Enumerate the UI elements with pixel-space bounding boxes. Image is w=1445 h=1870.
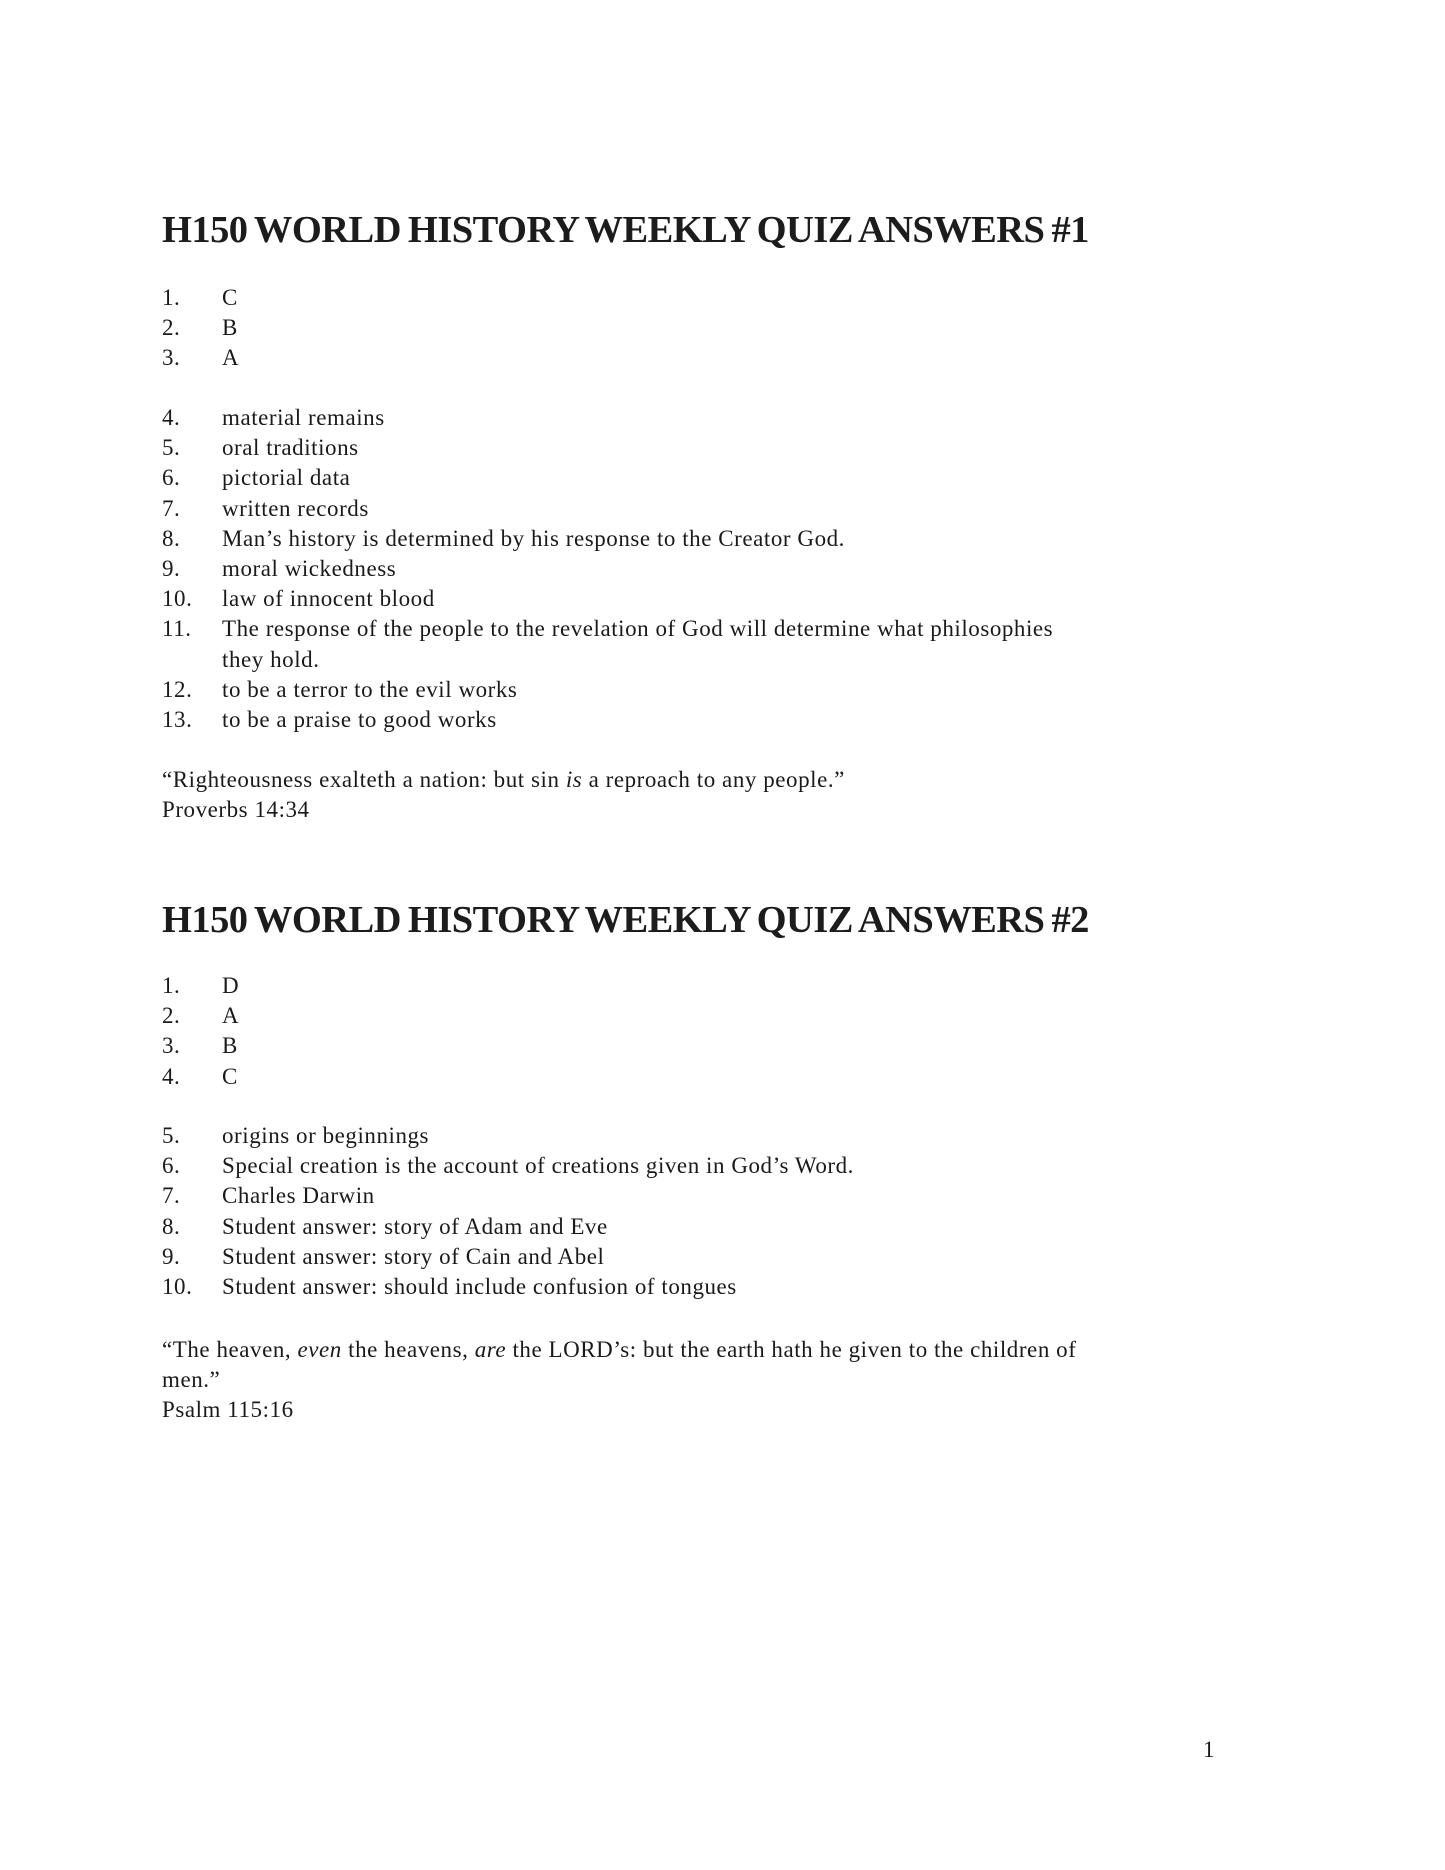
answer-number: 10.	[162, 1273, 193, 1299]
answer-text: Charles Darwin	[222, 1183, 375, 1209]
answer-number: 8.	[162, 1213, 181, 1239]
answer-number: 1.	[162, 973, 181, 998]
answer-number: 7.	[162, 1183, 181, 1209]
answer-number: 5.	[162, 1123, 181, 1148]
answer-text: to be a praise to good works	[222, 706, 497, 732]
answer-text: oral traditions	[222, 435, 359, 461]
answer-number: 12.	[162, 676, 193, 702]
quiz-1-scripture-quote	[162, 765, 845, 825]
answer-number: 3.	[162, 345, 181, 371]
quote-segment: “Righteousness exalteth a nation: but sin	[162, 767, 566, 792]
answer-text: origins or beginnings	[222, 1123, 430, 1148]
answer-text: A	[222, 345, 240, 371]
answer-number: 9.	[162, 555, 181, 581]
answer-text: The response of the people to the revelation of God will determine what philosophies	[222, 616, 1054, 642]
answer-text: C	[222, 1063, 238, 1089]
quote-segment: the heavens,	[341, 1337, 475, 1362]
answer-text: Student answer: should include confusion of tongues	[222, 1273, 737, 1299]
answer-text: B	[222, 1033, 238, 1059]
answer-text: pictorial data	[222, 465, 351, 491]
quote-text-continuation: men.”	[162, 1367, 221, 1393]
answer-text: C	[222, 285, 238, 310]
answer-number: 2.	[162, 1003, 181, 1029]
answer-number: 13.	[162, 706, 193, 732]
quote-italic-segment: even	[297, 1337, 342, 1362]
answer-number: 10.	[162, 586, 193, 612]
answer-number: 4.	[162, 405, 181, 430]
answer-number: 8.	[162, 525, 181, 551]
answer-text: Special creation is the account of creations given in God’s Word.	[222, 1153, 854, 1179]
answer-number: 2.	[162, 315, 181, 341]
page-number: 1	[1203, 1737, 1215, 1762]
quiz-2-title: H150 WORLD HISTORY WEEKLY QUIZ ANSWERS #2	[162, 899, 1089, 941]
quote-segment: “The heaven,	[162, 1337, 298, 1362]
answer-text-continuation: they hold.	[222, 646, 320, 672]
answer-number: 9.	[162, 1243, 181, 1269]
answer-text: D	[222, 973, 240, 998]
quote-segment: a reproach to any people.”	[582, 767, 845, 792]
answer-number: 1.	[162, 285, 181, 310]
quote-italic-segment: are	[474, 1337, 507, 1362]
quote-segment: the LORD’s: but the earth hath he given to the children of	[506, 1337, 1077, 1362]
answer-text: Student answer: story of Adam and Eve	[222, 1213, 608, 1239]
quote-text	[162, 765, 845, 795]
answer-text: material remains	[222, 405, 385, 430]
answer-number: 5.	[162, 435, 181, 461]
answer-text: moral wickedness	[222, 555, 397, 581]
quiz-2-scripture-quote	[162, 1335, 1076, 1426]
quote-reference: Psalm 115:16	[162, 1397, 294, 1423]
quote-reference: Proverbs 14:34	[162, 797, 310, 823]
answer-number: 7.	[162, 495, 181, 521]
answer-number: 4.	[162, 1063, 181, 1089]
quiz-1-title: H150 WORLD HISTORY WEEKLY QUIZ ANSWERS #1	[162, 209, 1089, 251]
answer-number: 6.	[162, 1153, 181, 1179]
quote-italic-segment: is	[565, 767, 583, 792]
quote-text	[162, 1335, 1076, 1365]
answer-text: law of innocent blood	[222, 586, 435, 612]
answer-number: 3.	[162, 1033, 181, 1059]
answer-text: to be a terror to the evil works	[222, 676, 518, 702]
answer-text: written records	[222, 495, 369, 521]
answer-number: 6.	[162, 465, 181, 491]
answer-number: 11.	[162, 616, 192, 642]
answer-text: B	[222, 315, 238, 341]
answer-text: A	[222, 1003, 240, 1029]
answer-text: Student answer: story of Cain and Abel	[222, 1243, 605, 1269]
answer-text: Man’s history is determined by his response to the Creator God.	[222, 525, 845, 551]
